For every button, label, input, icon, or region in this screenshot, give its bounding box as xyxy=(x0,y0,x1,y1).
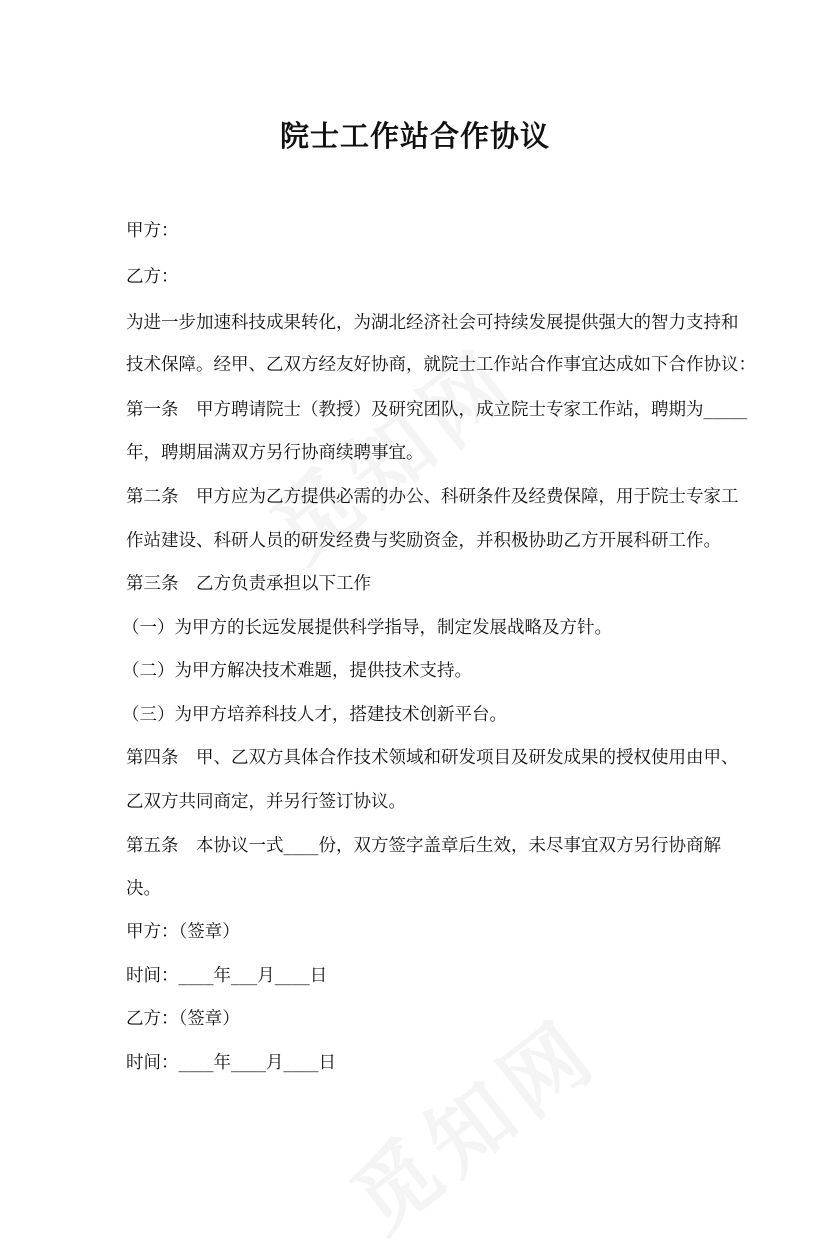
party-b-date: 时间：____年____月____日 xyxy=(126,1053,336,1073)
article-2-line-1: 第二条 甲方应为乙方提供必需的办公、科研条件及经费保障，用于院士专家工 xyxy=(126,487,739,507)
article-1-line-1: 第一条 甲方聘请院士（教授）及研究团队，成立院士专家工作站，聘期为_____ xyxy=(126,400,748,420)
party-b-line: 乙方： xyxy=(126,267,179,287)
article-2-line-2: 作站建设、科研人员的研发经费与奖励资金，并积极协助乙方开展科研工作。 xyxy=(126,531,721,551)
article-5-line-1: 第五条 本协议一式____份，双方签字盖章后生效，未尽事宜双方另行协商解 xyxy=(126,836,721,856)
article-3-heading: 第三条 乙方负责承担以下工作 xyxy=(126,574,371,594)
article-1-line-2: 年，聘期届满双方另行协商续聘事宜。 xyxy=(126,443,424,463)
article-5-line-2: 决。 xyxy=(126,879,161,899)
article-3-item-1: （一）为甲方的长远发展提供科学指导，制定发展战略及方针。 xyxy=(122,618,612,638)
preamble-line-2: 技术保障。经甲、乙双方经友好协商，就院士工作站合作事宜达成如下合作协议： xyxy=(126,355,756,375)
party-a-date: 时间：____年___月____日 xyxy=(126,966,328,986)
party-a-line: 甲方： xyxy=(126,221,179,241)
document-title: 院士工作站合作协议 xyxy=(279,119,550,153)
party-b-signature: 乙方：（签章） xyxy=(126,1009,240,1029)
party-a-signature: 甲方：（签章） xyxy=(126,922,240,942)
preamble-line-1: 为进一步加速科技成果转化，为湖北经济社会可持续发展提供强大的智力支持和 xyxy=(126,313,739,333)
article-4-line-2: 乙双方共同商定，并另行签订协议。 xyxy=(126,792,406,812)
article-4-line-1: 第四条 甲、乙双方具体合作技术领域和研发项目及研发成果的授权使用由甲、 xyxy=(126,748,739,768)
article-3-item-2: （二）为甲方解决技术难题，提供技术支持。 xyxy=(122,661,472,681)
article-3-item-3: （三）为甲方培养科技人才，搭建技术创新平台。 xyxy=(122,705,507,725)
